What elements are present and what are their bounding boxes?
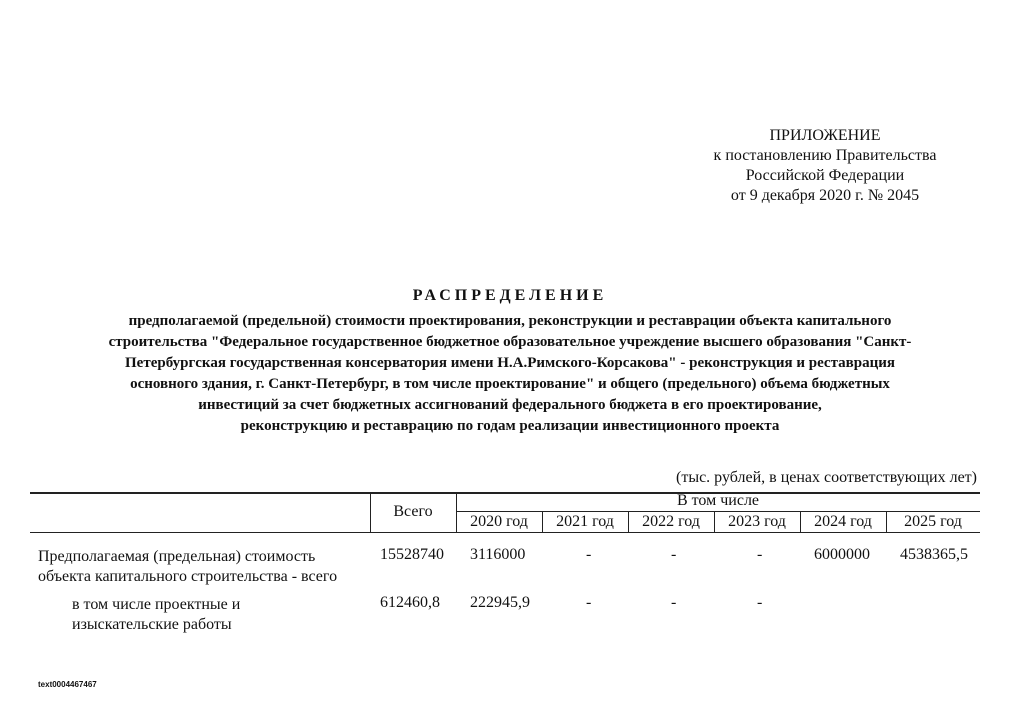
cell-2021: -	[586, 546, 592, 563]
row-label-design-works	[72, 595, 368, 635]
cell-2025: 4538365,5	[900, 546, 968, 563]
document-subtitle	[55, 311, 965, 437]
subtitle-line: основного здания, г. Санкт-Петербург, в том числе проектирование" и общего (предельного) объема бюджетных	[130, 376, 890, 392]
appendix-line-date: от 9 декабря 2020 г. № 2045	[730, 187, 920, 204]
row-label-total-cost	[38, 547, 368, 587]
cell-2022: -	[671, 594, 677, 611]
cell-total: 612460,8	[380, 594, 440, 611]
table-bottom-rule	[30, 532, 980, 533]
header-year-2024: 2024 год	[814, 513, 872, 530]
cell-2023: -	[757, 546, 763, 563]
subtitle-line: реконструкцию и реставрацию по годам реализации инвестиционного проекта	[240, 418, 780, 434]
header-group: В том числе	[676, 492, 760, 509]
header-total: Всего	[393, 503, 433, 520]
subtitle-line: предполагаемой (предельной) стоимости проектирования, реконструкции и реставрации объекта капитального	[128, 313, 892, 329]
header-year-2022: 2022 год	[642, 513, 700, 530]
row-label-line: в том числе проектные и	[72, 596, 241, 613]
header-year-2021: 2021 год	[556, 513, 614, 530]
document-id-stamp: text0004467467	[38, 680, 97, 689]
cell-2023: -	[757, 594, 763, 611]
row-label-line: Предполагаемая (предельная) стоимость	[38, 548, 316, 565]
table-group-rule	[456, 511, 980, 512]
subtitle-line: инвестиций за счет бюджетных ассигнований федерального бюджета в его проектирование,	[198, 397, 822, 413]
header-year-2025: 2025 год	[904, 513, 962, 530]
cell-total: 15528740	[380, 546, 444, 563]
row-label-line: изыскательские работы	[72, 616, 232, 633]
cell-2024: 6000000	[814, 546, 870, 563]
subtitle-line: Петербургская государственная консерватория имени Н.А.Римского-Корсакова" - реконструкция и реставрация	[125, 355, 895, 371]
document-title: РАСПРЕДЕЛЕНИЕ	[412, 287, 608, 304]
appendix-line-decree: к постановлению Правительства	[713, 147, 937, 164]
appendix-block	[690, 126, 960, 206]
cell-2020: 3116000	[470, 546, 526, 563]
cell-2022: -	[671, 546, 677, 563]
cell-2021: -	[586, 594, 592, 611]
appendix-line-federation: Российской Федерации	[745, 167, 905, 184]
header-year-2023: 2023 год	[728, 513, 786, 530]
cell-2020: 222945,9	[470, 594, 530, 611]
subtitle-line: строительства "Федеральное государственное бюджетное образовательное учреждение высшего образования "Санкт-	[108, 334, 912, 350]
header-year-2020: 2020 год	[470, 513, 528, 530]
unit-note: (тыс. рублей, в ценах соответствующих лет)	[676, 469, 977, 486]
appendix-title: ПРИЛОЖЕНИЕ	[769, 127, 881, 144]
row-label-line: объекта капитального строительства - всего	[38, 568, 338, 585]
